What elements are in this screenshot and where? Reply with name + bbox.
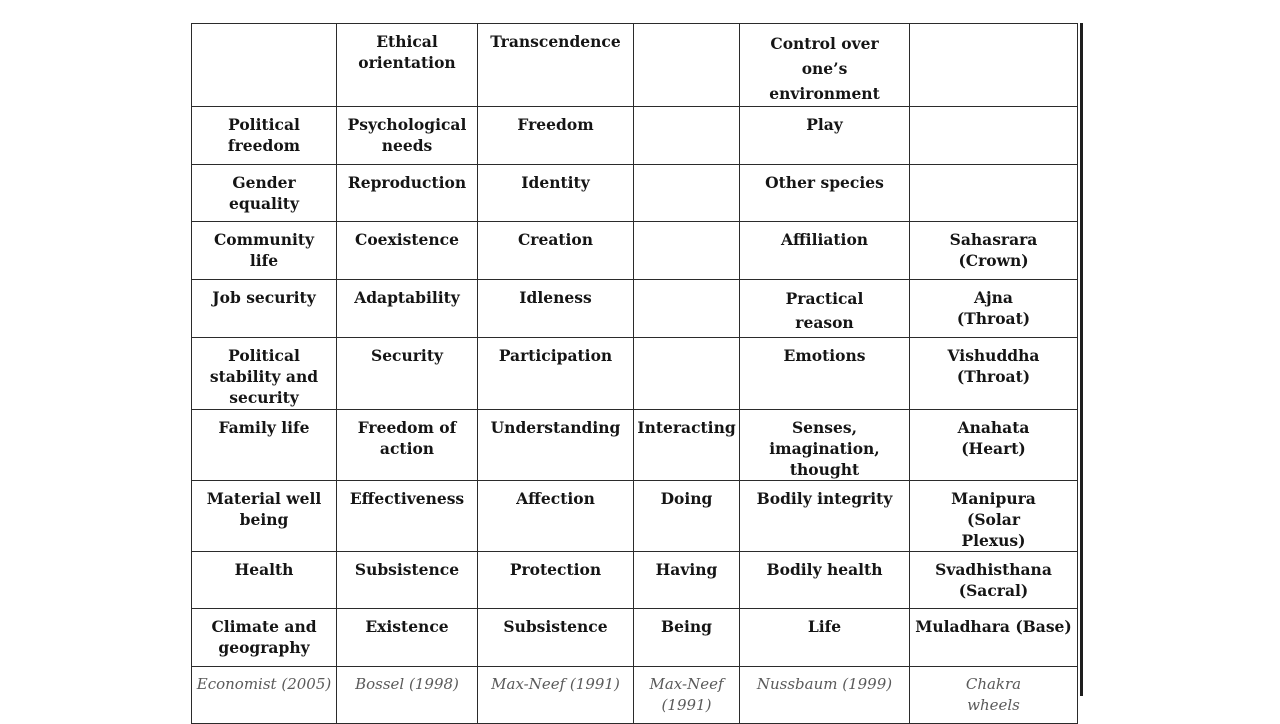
needs-comparison-table xyxy=(191,23,1078,724)
table-cell: Interacting xyxy=(634,410,740,481)
table-row xyxy=(192,24,1078,107)
needs-comparison-table-frame xyxy=(191,23,1083,714)
table-row xyxy=(192,165,1078,222)
table-cell: Adaptability xyxy=(337,280,478,338)
table-cell: Doing xyxy=(634,481,740,552)
source-cell: Max-Neef (1991) xyxy=(478,667,634,724)
table-cell: Being xyxy=(634,609,740,667)
table-cell: Protection xyxy=(478,552,634,609)
table-cell: Identity xyxy=(478,165,634,222)
source-cell: Nussbaum (1999) xyxy=(740,667,910,724)
table-cell: Freedom xyxy=(478,107,634,165)
table-cell: Creation xyxy=(478,222,634,280)
table-cell: Affiliation xyxy=(740,222,910,280)
table-cell: Ethical orientation xyxy=(337,24,478,107)
table-cell: Other species xyxy=(740,165,910,222)
table-cell: Climate and geography xyxy=(192,609,337,667)
table-cell: Understanding xyxy=(478,410,634,481)
table-cell xyxy=(192,24,337,107)
table-cell: Political freedom xyxy=(192,107,337,165)
table-cell: Vishuddha (Throat) xyxy=(910,338,1078,410)
table-row xyxy=(192,410,1078,481)
table-cell: Existence xyxy=(337,609,478,667)
table-cell: Security xyxy=(337,338,478,410)
table-cell: Play xyxy=(740,107,910,165)
table-cell xyxy=(634,107,740,165)
table-cell: Family life xyxy=(192,410,337,481)
table-cell: Material well being xyxy=(192,481,337,552)
source-cell: Bossel (1998) xyxy=(337,667,478,724)
table-row xyxy=(192,609,1078,667)
table-cell: Senses, imagination, thought xyxy=(740,410,910,481)
table-row-sources xyxy=(192,667,1078,724)
table-cell xyxy=(910,24,1078,107)
table-cell: Emotions xyxy=(740,338,910,410)
table-cell: Gender equality xyxy=(192,165,337,222)
table-cell: Bodily health xyxy=(740,552,910,609)
table-cell xyxy=(910,165,1078,222)
table-cell: Subsistence xyxy=(478,609,634,667)
table-cell: Anahata (Heart) xyxy=(910,410,1078,481)
table-cell: Job security xyxy=(192,280,337,338)
table-cell: Manipura (Solar Plexus) xyxy=(910,481,1078,552)
table-cell: Community life xyxy=(192,222,337,280)
table-row xyxy=(192,552,1078,609)
table-cell: Coexistence xyxy=(337,222,478,280)
table-cell: Ajna (Throat) xyxy=(910,280,1078,338)
table-row xyxy=(192,338,1078,410)
table-cell xyxy=(634,338,740,410)
table-cell: Reproduction xyxy=(337,165,478,222)
table-row xyxy=(192,107,1078,165)
source-cell: Economist (2005) xyxy=(192,667,337,724)
table-cell: Subsistence xyxy=(337,552,478,609)
table-row xyxy=(192,481,1078,552)
table-row xyxy=(192,222,1078,280)
table-cell: Affection xyxy=(478,481,634,552)
table-cell xyxy=(634,165,740,222)
table-cell: Svadhisthana (Sacral) xyxy=(910,552,1078,609)
table-row xyxy=(192,280,1078,338)
table-cell: Effectiveness xyxy=(337,481,478,552)
table-cell xyxy=(634,280,740,338)
source-cell: Chakra wheels xyxy=(910,667,1078,724)
table-cell xyxy=(634,222,740,280)
table-cell: Life xyxy=(740,609,910,667)
table-cell: Practical reason xyxy=(740,280,910,338)
table-cell: Idleness xyxy=(478,280,634,338)
table-cell: Control over one’s environment xyxy=(740,24,910,107)
table-cell: Psychological needs xyxy=(337,107,478,165)
table-cell: Bodily integrity xyxy=(740,481,910,552)
table-cell xyxy=(910,107,1078,165)
table-cell: Health xyxy=(192,552,337,609)
table-cell: Political stability and security xyxy=(192,338,337,410)
table-cell xyxy=(634,24,740,107)
table-cell: Muladhara (Base) xyxy=(910,609,1078,667)
source-cell: Max-Neef (1991) xyxy=(634,667,740,724)
table-cell: Transcendence xyxy=(478,24,634,107)
table-cell: Having xyxy=(634,552,740,609)
table-cell: Freedom of action xyxy=(337,410,478,481)
table-cell: Participation xyxy=(478,338,634,410)
table-cell: Sahasrara (Crown) xyxy=(910,222,1078,280)
